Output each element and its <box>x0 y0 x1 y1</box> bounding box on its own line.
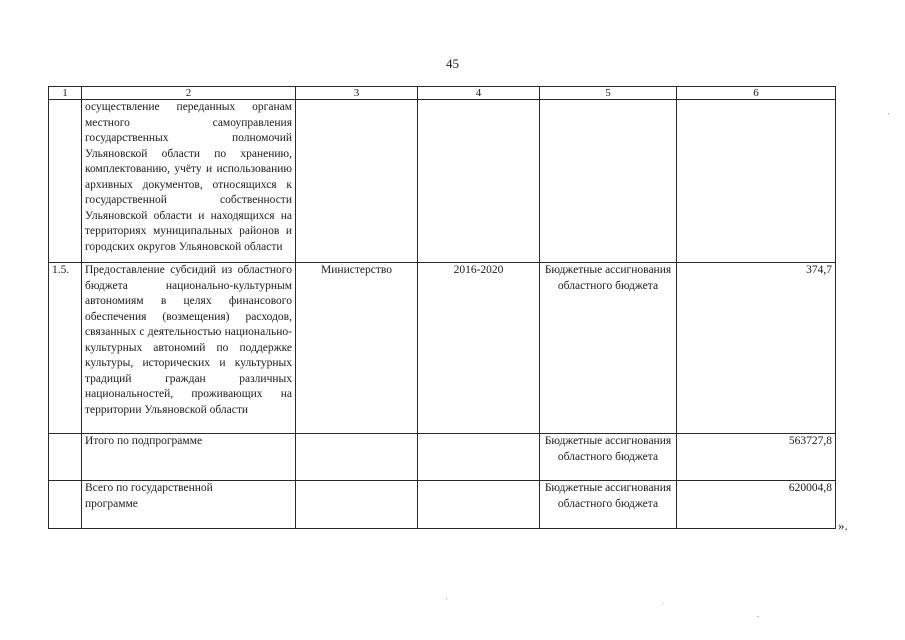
scan-speck: ' <box>888 113 890 119</box>
row-funding-source <box>540 100 677 263</box>
row-number: 1.5. <box>49 263 82 434</box>
column-header-3: 3 <box>296 87 418 100</box>
row-period <box>418 434 540 481</box>
scan-speck: - <box>757 614 759 620</box>
row-amount: 620004,8 <box>677 481 836 529</box>
row-number <box>49 100 82 263</box>
column-header-6: 6 <box>677 87 836 100</box>
row-funding-source: Бюджетные ассигнования областного бюджета <box>540 481 677 529</box>
row-number <box>49 434 82 481</box>
column-header-2: 2 <box>82 87 296 100</box>
row-executor <box>296 434 418 481</box>
table-row <box>49 100 836 263</box>
table-row <box>49 434 836 481</box>
row-number <box>49 481 82 529</box>
scan-speck: . <box>663 600 665 606</box>
row-funding-source: Бюджетные ассигнования областного бюджета <box>540 434 677 481</box>
table-row <box>49 481 836 529</box>
row-description: осуществление переданных органам местного самоуправления государственных полномочий Ульяновской области по хранению, комплектованию, учёту и использованию архивных документов, относящихся к государственной собственности Ульяновской области и находящихся на территориях муниципальных районов и городских округов Ульяновской области <box>82 100 296 263</box>
row-period: 2016-2020 <box>418 263 540 434</box>
program-table <box>48 86 836 529</box>
row-description: Итого по подпрограмме <box>82 434 296 481</box>
row-funding-source: Бюджетные ассигнования областного бюджета <box>540 263 677 434</box>
column-header-1: 1 <box>49 87 82 100</box>
row-executor: Министерство <box>296 263 418 434</box>
column-header-4: 4 <box>418 87 540 100</box>
row-description: Предоставление субсидий из областного бюджета национально-культурным автономиям в целях финансового обеспечения (возмещения) расходов, связанных с деятельностью национально-культурных автономий по поддержке культуры, исторических и культурных традиций граждан различных национальностей, проживающих на территории Ульяновской области <box>82 263 296 434</box>
row-executor <box>296 481 418 529</box>
row-executor <box>296 100 418 263</box>
row-amount: 563727,8 <box>677 434 836 481</box>
row-description: Всего по государственной программе <box>82 481 296 529</box>
row-period <box>418 100 540 263</box>
closing-quote-mark: ». <box>838 518 848 533</box>
page-number: 45 <box>446 56 459 71</box>
column-header-5: 5 <box>540 87 677 100</box>
row-amount <box>677 100 836 263</box>
row-amount: 374,7 <box>677 263 836 434</box>
table-header-row <box>49 87 836 100</box>
table-row <box>49 263 836 434</box>
row-period <box>418 481 540 529</box>
scan-speck: ' <box>446 598 448 604</box>
